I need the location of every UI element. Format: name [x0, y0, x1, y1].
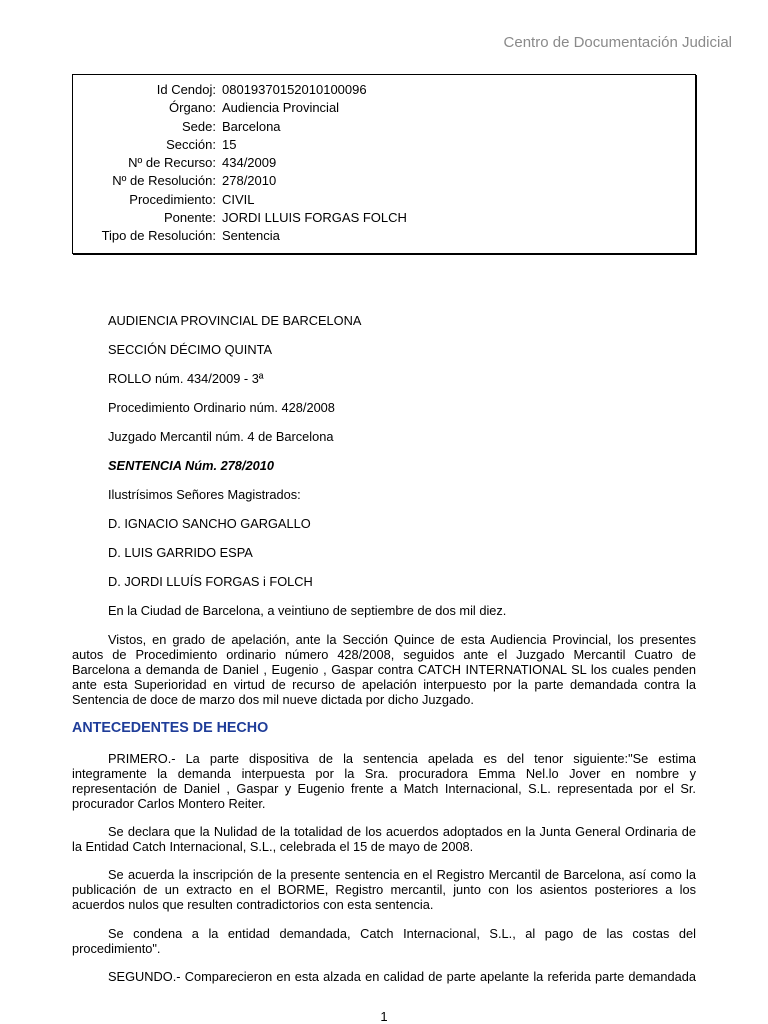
metadata-row-ponente — [73, 209, 695, 227]
metadata-value: 434/2009 — [222, 155, 277, 170]
metadata-label: Sede: — [182, 118, 216, 134]
paragraph-line: Se declara que la Nulidad de la totalidad de los acuerdos adoptados en la Junta General Ordinaria de — [108, 823, 696, 839]
segundo-paragraph — [72, 969, 696, 984]
paragraph-line: Se acuerda la inscripción de la presente sentencia en el Registro Mercantil de Barcelona, así como la — [108, 866, 696, 882]
paragraph-line: Se condena a la entidad demandada, Catch Internacional, S.L., al pago de las costas del — [108, 925, 696, 941]
paragraph-line: PRIMERO.- La parte dispositiva de la sentencia apelada es del tenor siguiente:"Se estima — [108, 750, 696, 766]
metadata-box — [72, 74, 696, 254]
paragraph-line: representación de Daniel , Gaspar y Eugenio frente a Match Internacional, S.L. representada por el Sr. — [72, 780, 696, 796]
procedure-number: Procedimiento Ordinario núm. 428/2008 — [108, 399, 335, 415]
metadata-value: 08019370152010100096 — [222, 82, 367, 97]
acuerda-paragraph — [72, 867, 696, 912]
rollo-number: ROLLO núm. 434/2009 - 3ª — [108, 370, 264, 386]
page-number: 1 — [380, 1009, 388, 1024]
metadata-row-organo — [73, 99, 695, 117]
paragraph-line: la Entidad Catch Internacional, S.L., celebrada el 15 de mayo de 2008. — [72, 838, 474, 854]
paragraph-line: Sentencia de doce de marzo dos mil nueve dictada por dicho Juzgado. — [72, 691, 474, 707]
metadata-row-resolucion — [73, 172, 695, 190]
paragraph-line: Barcelona a demanda de Daniel , Eugenio , Gaspar contra CATCH INTERNATIONAL SL los cuales penden — [72, 661, 696, 677]
metadata-label: Nº de Resolución: — [112, 173, 216, 189]
paragraph-line: acuerdos nulos que resulten contradictorios con esta sentencia. — [72, 896, 434, 912]
metadata-row-seccion — [73, 136, 695, 154]
vistos-paragraph — [72, 632, 696, 707]
primero-paragraph — [72, 751, 696, 811]
magistrate-name: D. JORDI LLUÍS FORGAS i FOLCH — [108, 573, 313, 589]
metadata-label: Procedimiento: — [129, 191, 216, 207]
paragraph-line: procedimiento". — [72, 940, 161, 956]
date-line: En la Ciudad de Barcelona, a veintiuno de septiembre de dos mil diez. — [108, 602, 507, 618]
paragraph-line: SEGUNDO.- Comparecieron en esta alzada en calidad de parte apelante la referida parte demandada — [108, 968, 696, 984]
metadata-value: 15 — [222, 136, 237, 152]
magistrate-name: D. IGNACIO SANCHO GARGALLO — [108, 515, 311, 531]
origin-court: Juzgado Mercantil núm. 4 de Barcelona — [108, 428, 334, 444]
condena-paragraph — [72, 926, 696, 956]
paragraph-line: ante esta Superioridad en virtud de recurso de apelación interpuesto por la parte demandada contra la — [72, 676, 696, 692]
sentence-number: SENTENCIA Núm. 278/2010 — [108, 457, 274, 473]
magistrate-name: D. LUIS GARRIDO ESPA — [108, 544, 253, 560]
court-section: SECCIÓN DÉCIMO QUINTA — [108, 341, 272, 357]
paragraph-line: procurador Carlos Montero Reiter. — [72, 795, 266, 811]
magistrates-intro: Ilustrísimos Señores Magistrados: — [108, 486, 301, 502]
metadata-label: Tipo de Resolución: — [101, 228, 216, 243]
section-heading: ANTECEDENTES DE HECHO — [72, 720, 269, 736]
court-name: AUDIENCIA PROVINCIAL DE BARCELONA — [108, 312, 362, 328]
metadata-label: Id Cendoj: — [156, 82, 216, 97]
metadata-row-tipo-resolucion — [73, 227, 695, 245]
paragraph-line: autos de Procedimiento ordinario número 428/2008, seguidos ante el Juzgado Mercantil Cuatro de — [72, 646, 696, 662]
metadata-label: Órgano: — [169, 100, 216, 116]
paragraph-line: Vistos, en grado de apelación, ante la Sección Quince de esta Audiencia Provincial, los presentes — [108, 631, 696, 647]
metadata-value: CIVIL — [222, 191, 255, 207]
metadata-label: Sección: — [166, 136, 216, 152]
metadata-value: Sentencia — [222, 228, 280, 243]
declara-paragraph — [72, 824, 696, 854]
metadata-row-id-cendoj — [73, 81, 695, 99]
paragraph-line: integramente la demanda interpuesta por la Sra. procuradora Emma Nel.lo Jover en nombre y — [72, 765, 696, 781]
paragraph-line: publicación de un extracto en el BORME, Registro mercantil, junto con los asientos posteriores a los — [72, 881, 696, 897]
metadata-value: Audiencia Provincial — [222, 100, 340, 116]
metadata-label: Ponente: — [163, 209, 216, 225]
metadata-row-sede — [73, 118, 695, 136]
metadata-value: JORDI LLUIS FORGAS FOLCH — [222, 209, 407, 225]
metadata-row-recurso — [73, 154, 695, 172]
metadata-value: Barcelona — [222, 118, 281, 134]
metadata-label: Nº de Recurso: — [128, 155, 216, 170]
document-source-header: Centro de Documentación Judicial — [503, 34, 732, 51]
metadata-row-procedimiento — [73, 191, 695, 209]
metadata-value: 278/2010 — [222, 173, 277, 189]
